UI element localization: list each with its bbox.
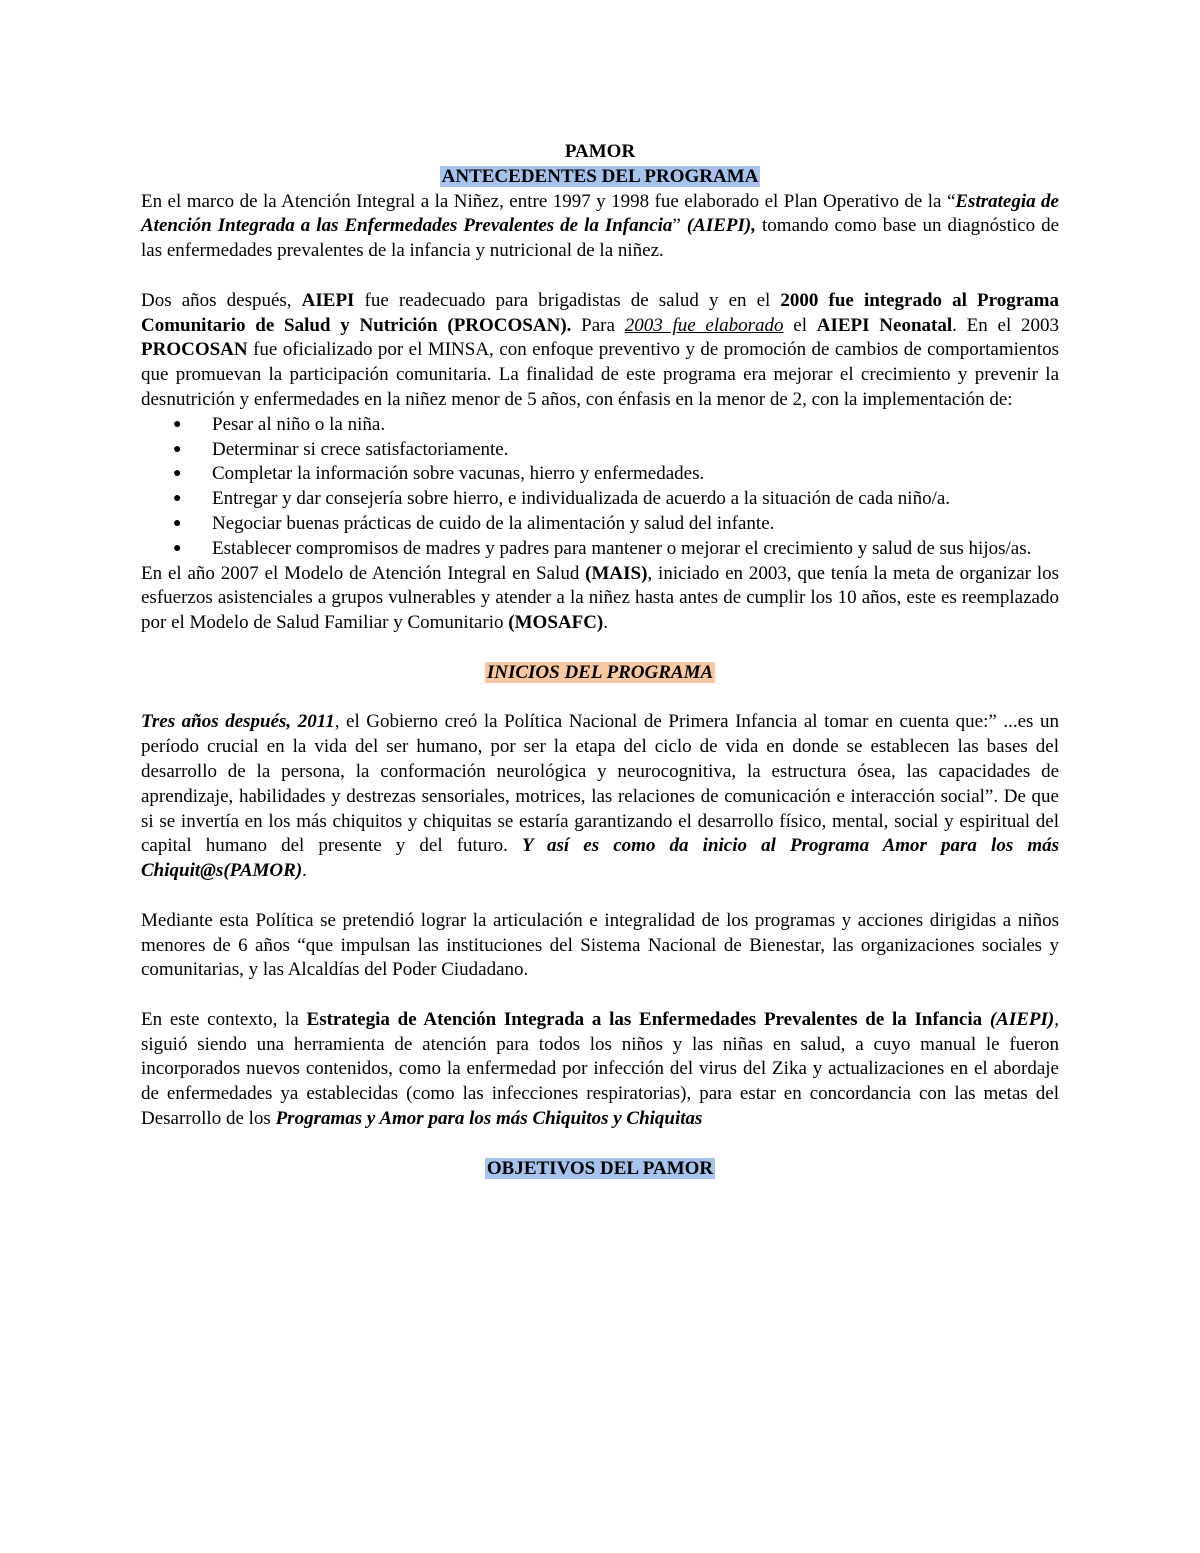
text-run: . (302, 860, 307, 882)
text-run-bold-italic: (AIEPI), (686, 215, 757, 237)
paragraph-gap (141, 636, 1059, 661)
paragraph-antecedentes-3 (141, 562, 1059, 636)
bullet-icon: ● (173, 466, 182, 482)
text-run-bold: (MAIS) (585, 562, 648, 584)
paragraph-inicios-1 (141, 710, 1059, 884)
list-item (141, 537, 1059, 562)
list-item-text: Establecer compromisos de madres y padres para mantener o mejorar el crecimiento y salud de sus hijos/as. (212, 537, 1032, 559)
text-run: , siguió siendo una herramienta de atención para todos los niños y las niñas en salud, a cuyo manual le fueron incorporados nuevos contenidos, como la enfermedad por infección del virus del Zika y actualizaciones en el abordaje de enfermedades ya establecidas (como las infecciones respiratorias), para estar en concordancia con las metas del Desarrollo de los (141, 1008, 1060, 1130)
document-title (141, 140, 1059, 165)
bullet-icon: ● (173, 515, 182, 531)
list-item (141, 413, 1059, 438)
text-run-bold-italic: Programas y Amor para los más Chiquitos y Chiquitas (275, 1108, 703, 1130)
text-run: tomando como base un diagnóstico de las enfermedades prevalentes de la infancia y nutricional de la niñez. (141, 215, 1059, 262)
text-run: , iniciado en 2003, que tenía la meta de organizar los esfuerzos asistenciales a grupos vulnerables y atender a la niñez hasta antes de cumplir los 10 años, este es reemplazado por el Modelo de Salud Familiar y Comunitario (141, 562, 1060, 634)
text-run-underlined-italic: 2003 fue elaborado (624, 314, 784, 336)
list-item-text: Entregar y dar consejería sobre hierro, e individualizada de acuerdo a la situación de cada niño/a. (212, 488, 951, 510)
section-heading-antecedentes (141, 165, 1059, 190)
bullet-icon: ● (173, 416, 182, 432)
bullet-list (141, 413, 1059, 562)
list-item-text: Determinar si crece satisfactoriamente. (212, 438, 509, 460)
list-item (141, 512, 1059, 537)
list-item (141, 487, 1059, 512)
paragraph-inicios-3 (141, 1008, 1059, 1132)
paragraph-gap (141, 983, 1059, 1008)
text-run-bold: AIEPI Neonatal (816, 314, 953, 336)
section-heading-inicios (141, 661, 1059, 686)
text-run-bold-italic: Tres años después, 2011 (141, 711, 335, 733)
text-run: , el Gobierno creó la Política Nacional de Primera Infancia al tomar en cuenta que:” ...es un período crucial en la vida del ser humano, por ser la etapa del ciclo de vida en donde se establecen las bases del desarrollo de la persona, la conformación neurológica y neurocognitiva, la estructura ósea, las capacidades de aprendizaje, habilidades y destrezas sensoriales, motrices, las relaciones de comunicación e interacción social”. De que si se invertía en los más chiquitos y chiquitas se estaría garantizando el desarrollo físico, mental, social y espiritual del capital humano del presente y del futuro. (141, 711, 1060, 857)
text-run: . En el 2003 (952, 314, 1059, 336)
text-run: fue readecuado para brigadistas de salud y en el (354, 289, 781, 311)
text-run-bold: (MOSAFC) (508, 612, 604, 634)
heading-inicios-text: INICIOS DEL PROGRAMA (486, 661, 714, 683)
heading-antecedentes-text: ANTECEDENTES DEL PROGRAMA (441, 165, 759, 187)
text-run: En este contexto, la (141, 1008, 307, 1030)
text-run: . (603, 612, 609, 634)
text-run: Para (571, 314, 625, 336)
bullet-icon: ● (173, 540, 182, 556)
paragraph-gap (141, 264, 1059, 289)
list-item-text: Completar la información sobre vacunas, hierro y enfermedades. (212, 463, 705, 485)
text-run: Dos años después, (141, 289, 302, 311)
text-run-bold: AIEPI (301, 289, 355, 311)
text-run-bold: PROCOSAN (141, 339, 248, 361)
text-run-bold: Estrategia de Atención Integrada a las Enfermedades Prevalentes de la Infancia (306, 1008, 983, 1030)
text-run: En el año 2007 el Modelo de Atención Integral en Salud (141, 562, 586, 584)
list-item (141, 462, 1059, 487)
paragraph-gap (141, 884, 1059, 909)
paragraph-gap (141, 686, 1059, 711)
text-run: el (783, 314, 817, 336)
document-page (141, 140, 1059, 1181)
list-item-text: Pesar al niño o la niña. (212, 413, 386, 435)
text-run-bold-italic: Estrategia de Atención Integrada a las Enfermedades Prevalentes de la Infancia (141, 190, 1059, 237)
text-run (982, 1009, 990, 1030)
text-run-bold-italic: (AIEPI) (989, 1008, 1055, 1030)
bullet-icon: ● (173, 491, 182, 507)
heading-objetivos-text: OBJETIVOS DEL PAMOR (486, 1157, 714, 1179)
text-run: En el marco de la Atención Integral a la Niñez, entre 1997 y 1998 fue elaborado el Plan Operativo de la “ (141, 190, 956, 212)
paragraph-inicios-2: Mediante esta Política se pretendió lograr la articulación e integralidad de los programas y acciones dirigidas a niños menores de 6 años “que impulsan las instituciones del Sistema Nacional de Bienestar, las organizaciones sociales y comunitarias, y las Alcaldías del Poder Ciudadano. (141, 909, 1059, 981)
paragraph-antecedentes-1 (141, 190, 1059, 264)
text-run-bold: 2000 fue integrado al Programa Comunitario de Salud y Nutrición (PROCOSAN). (141, 289, 1059, 336)
section-heading-objetivos (141, 1157, 1059, 1182)
text-run-bold-italic: Y así es como da inicio al Programa Amor para los más Chiquit@s(PAMOR) (141, 835, 1059, 882)
paragraph-gap (141, 1132, 1059, 1157)
document-title-text: PAMOR (564, 141, 636, 162)
text-run: ” (672, 215, 687, 237)
bullet-icon: ● (173, 441, 182, 457)
list-item (141, 438, 1059, 463)
paragraph-antecedentes-2 (141, 289, 1059, 413)
list-item-text: Negociar buenas prácticas de cuido de la alimentación y salud del infante. (212, 512, 775, 534)
text-run: fue oficializado por el MINSA, con enfoque preventivo y de promoción de cambios de comportamientos que promuevan la participación comunitaria. La finalidad de este programa era mejorar el crecimiento y prevenir la desnutrición y enfermedades en la niñez menor de 5 años, con énfasis en la menor de 2, con la implementación de: (141, 339, 1059, 410)
